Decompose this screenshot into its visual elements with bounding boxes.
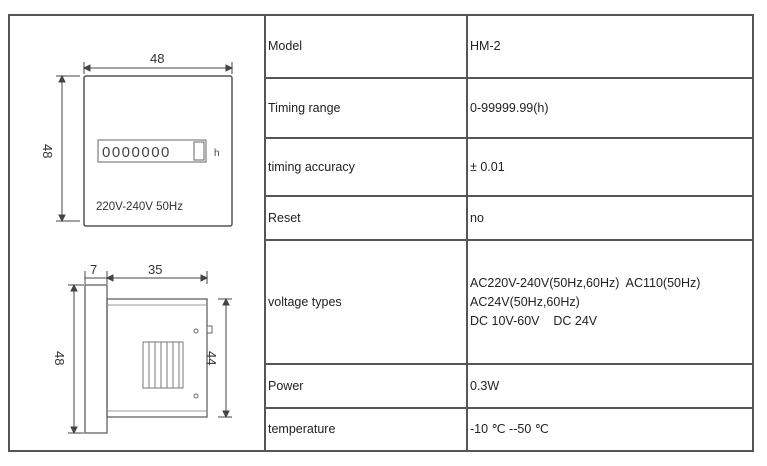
spec-label-voltage-types: voltage types — [268, 294, 342, 309]
spec-value-voltage-types — [470, 241, 754, 363]
dimension-drawing — [10, 16, 264, 450]
spec-value-timing-range: 0-99999.99(h) — [470, 100, 549, 115]
spec-value-timing-accuracy: ± 0.01 — [470, 159, 505, 174]
side-height-label: 48 — [52, 351, 67, 366]
side-body-height-label: 44 — [204, 351, 219, 366]
front-view — [40, 51, 232, 226]
voltage-line-1: AC220V-240V(50Hz,60Hz) AC110(50Hz) — [470, 275, 701, 290]
front-width-label: 48 — [150, 51, 165, 66]
side-view — [52, 262, 232, 433]
counter-digits: 0000000 — [102, 144, 171, 161]
side-bezel-label: 7 — [90, 262, 98, 277]
front-height-label: 48 — [40, 144, 55, 159]
voltage-marking: 220V-240V 50Hz — [96, 201, 183, 213]
spec-label-temperature: temperature — [268, 422, 336, 436]
spec-label-power: Power — [268, 378, 304, 393]
side-depth-label: 35 — [148, 262, 163, 277]
spec-label-timing-accuracy: timing accuracy — [268, 159, 355, 174]
spec-value-reset: no — [470, 210, 484, 225]
spec-value-model: HM-2 — [470, 39, 501, 53]
spec-label-model: Model — [268, 39, 303, 53]
spec-value-power: 0.3W — [470, 378, 500, 393]
column-divider-left — [264, 16, 266, 450]
counter-unit: h — [214, 148, 220, 159]
spec-label-timing-range: Timing range — [268, 100, 341, 115]
voltage-line-3: DC 10V-60V DC 24V — [470, 313, 598, 328]
spec-value-temperature: -10 ℃ --50 ℃ — [470, 422, 549, 436]
voltage-line-2: AC24V(50Hz,60Hz) — [470, 294, 580, 309]
spec-table — [8, 14, 754, 452]
spec-label-reset: Reset — [268, 210, 301, 225]
